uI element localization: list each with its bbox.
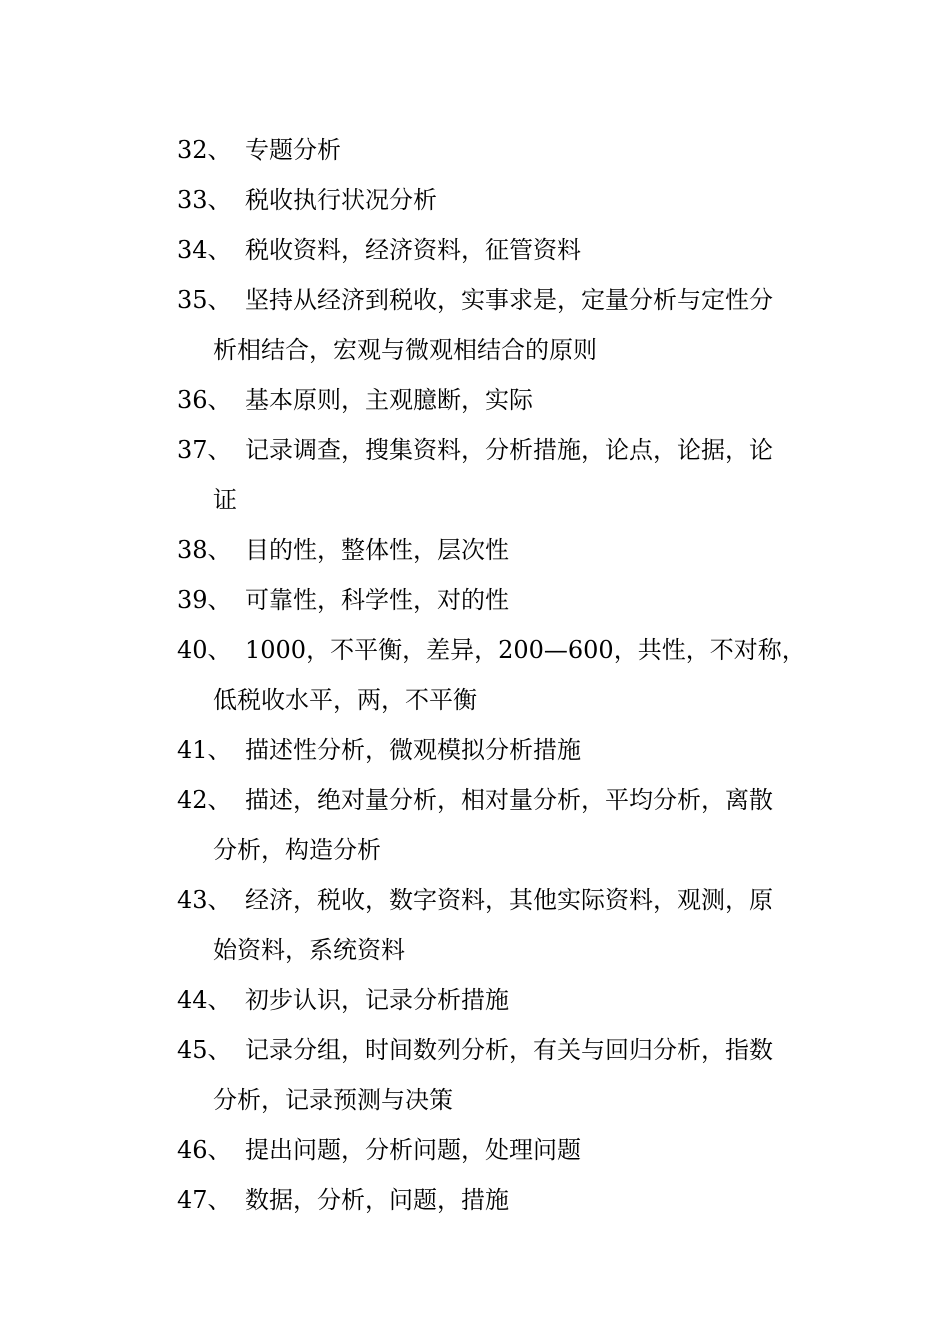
answer-text: 基本原则，主观臆断，实际	[245, 386, 533, 414]
answer-item	[0, 1125, 950, 1175]
answer-text: 可靠性，科学性，对的性	[245, 586, 509, 614]
answer-item	[0, 1175, 950, 1225]
answer-text-continued: 始资料，系统资料	[213, 936, 405, 964]
answer-text: 坚持从经济到税收，实事求是，定量分析与定性分	[245, 286, 773, 314]
answer-text-continued: 分析，构造分析	[213, 836, 381, 864]
answer-text: 目的性，整体性，层次性	[245, 536, 509, 564]
answer-text: 记录调查，搜集资料，分析措施，论点，论据，论	[245, 436, 773, 464]
answer-text: 记录分组，时间数列分析，有关与回归分析，指数	[245, 1036, 773, 1064]
answer-item	[0, 175, 950, 225]
answer-text-continued: 证	[213, 486, 237, 514]
answer-item	[0, 225, 950, 275]
answer-text: 税收执行状况分析	[245, 186, 437, 214]
answer-item	[0, 875, 950, 975]
answer-number: 34、	[177, 236, 232, 264]
answer-text: 数据，分析，问题，措施	[245, 1186, 509, 1214]
answer-item	[0, 275, 950, 375]
answer-item	[0, 975, 950, 1025]
answer-number: 42、	[177, 786, 232, 814]
answer-list	[0, 125, 950, 1225]
answer-number: 45、	[177, 1036, 232, 1064]
answer-number: 41、	[177, 736, 232, 764]
answer-text: 描述性分析，微观模拟分析措施	[245, 736, 581, 764]
answer-text: 描述，绝对量分析，相对量分析，平均分析，离散	[245, 786, 773, 814]
answer-number: 39、	[177, 586, 232, 614]
answer-number: 46、	[177, 1136, 232, 1164]
answer-item	[0, 1025, 950, 1125]
answer-item	[0, 625, 950, 725]
answer-number: 37、	[177, 436, 232, 464]
answer-item	[0, 425, 950, 525]
answer-text-continued: 低税收水平，两，不平衡	[213, 686, 477, 714]
answer-text: 初步认识，记录分析措施	[245, 986, 509, 1014]
answer-text-continued: 分析，记录预测与决策	[213, 1086, 453, 1114]
answer-item	[0, 525, 950, 575]
answer-number: 36、	[177, 386, 232, 414]
answer-item	[0, 125, 950, 175]
answer-number: 35、	[177, 286, 232, 314]
answer-text: 提出问题，分析问题，处理问题	[245, 1136, 581, 1164]
answer-item	[0, 775, 950, 875]
answer-number: 33、	[177, 186, 232, 214]
answer-text: 专题分析	[245, 136, 341, 164]
answer-number: 44、	[177, 986, 232, 1014]
answer-number: 38、	[177, 536, 232, 564]
answer-number: 32、	[177, 136, 232, 164]
answer-item	[0, 375, 950, 425]
answer-item	[0, 725, 950, 775]
answer-text: 经济，税收，数字资料，其他实际资料，观测，原	[245, 886, 773, 914]
answer-number: 40、	[177, 636, 232, 664]
answer-text: 税收资料，经济资料，征管资料	[245, 236, 581, 264]
answer-text-continued: 析相结合，宏观与微观相结合的原则	[213, 336, 597, 364]
answer-number: 47、	[177, 1186, 232, 1214]
answer-item	[0, 575, 950, 625]
answer-number: 43、	[177, 886, 232, 914]
answer-text: 1000，不平衡，差异，200—600，共性，不对称，	[245, 636, 806, 664]
